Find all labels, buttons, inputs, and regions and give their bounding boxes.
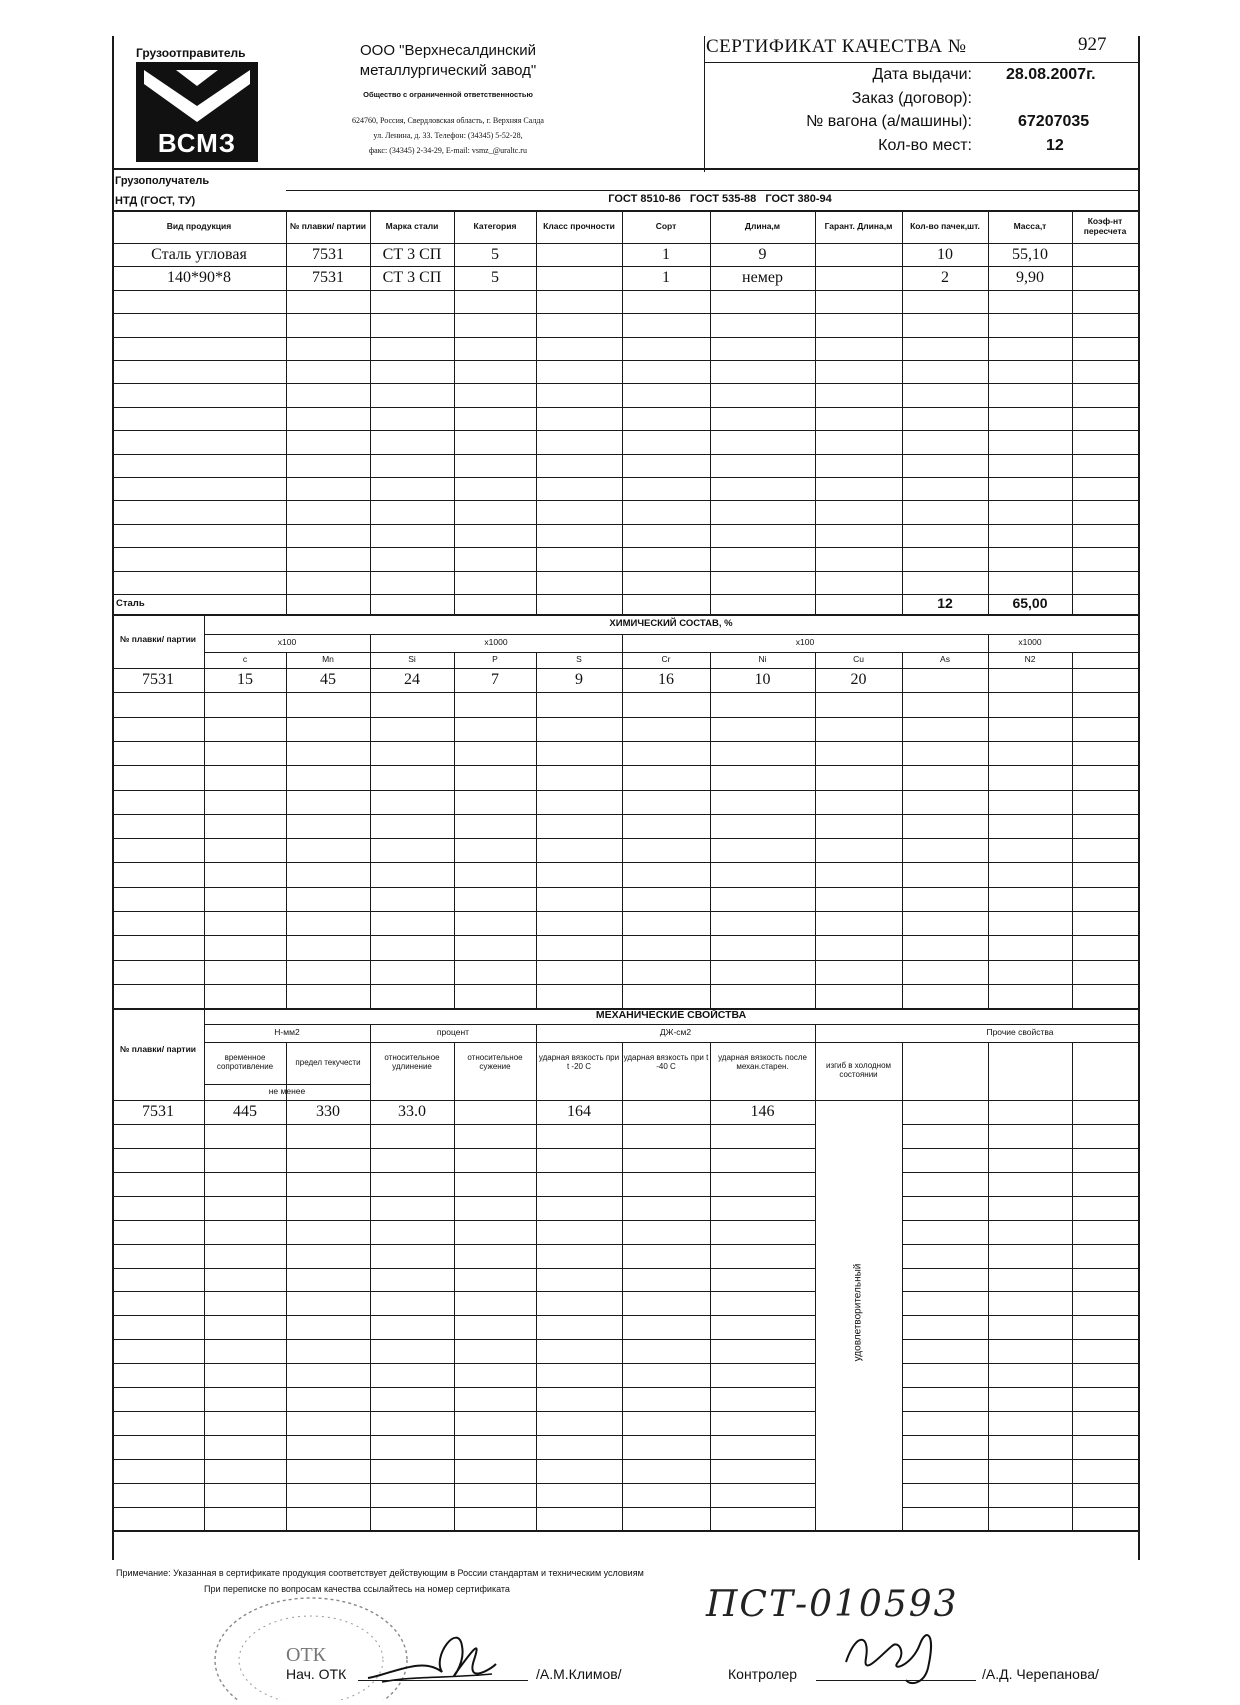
products-header-3: Категория — [473, 220, 517, 231]
company-address-line1: 624760, Россия, Свердловская область, г. Верхняя Салда — [352, 116, 544, 125]
company-logo — [136, 62, 258, 162]
mechanical-header-4: ударная вязкость при t -20 C — [538, 1053, 620, 1072]
mechanical-group-other: Прочие свойства — [986, 1027, 1054, 1038]
mechanical-cell-0-6 — [622, 1100, 710, 1124]
mechanical-header-1: предел текучести — [295, 1057, 361, 1067]
company-name-line1: ООО "Верхнесалдинский — [360, 42, 536, 59]
company-name-line2: металлургический завод" — [359, 62, 537, 79]
chemical-cell-0-9 — [902, 668, 988, 692]
mechanical-header-3: относительное сужение — [467, 1053, 523, 1072]
ntd-label: НТД (ГОСТ, ТУ) — [115, 195, 196, 207]
chemical-element-8: As — [940, 654, 950, 665]
products-cell-0-4 — [536, 243, 622, 266]
controller-label: Контролер — [728, 1666, 798, 1682]
handwritten-code: ПСТ-010593 — [706, 1584, 959, 1625]
certificate-title: СЕРТИФИКАТ КАЧЕСТВА № — [706, 36, 967, 57]
products-cell-0-5: 1 — [662, 245, 670, 263]
mechanical-header-6: ударная вязкость после механ.старен. — [718, 1053, 807, 1072]
products-header-1: № плавки/ партии — [289, 220, 367, 231]
chemical-cell-0-2: 45 — [320, 671, 336, 689]
mechanical-header-2: относительное удлинение — [384, 1053, 440, 1072]
products-cell-0-6: 9 — [758, 245, 767, 263]
logo-text: ВСМЗ — [157, 128, 237, 158]
products-header-4: Класс прочности — [543, 220, 615, 231]
ntd-value: ГОСТ 8510-86 ГОСТ 535-88 ГОСТ 380-94 — [608, 193, 832, 205]
otk-head-name: /А.М.Климов/ — [536, 1666, 622, 1682]
places-label: Кол-во мест: — [878, 137, 972, 154]
products-header-7: Гарант. Длина,м — [824, 220, 893, 231]
chemical-element-5: Cr — [661, 654, 671, 665]
chemical-factor-0: x100 — [277, 637, 297, 648]
products-cell-0-2: СТ 3 СП — [382, 245, 442, 263]
mechanical-header-0: временное сопротивление — [216, 1053, 274, 1072]
stamp-text: ОТК — [286, 1644, 326, 1666]
chemical-cell-0-0: 7531 — [142, 671, 174, 689]
chemical-element-0: c — [242, 654, 248, 665]
products-cell-0-9: 55,10 — [1012, 245, 1048, 263]
chemical-element-7: Cu — [853, 654, 864, 665]
mechanical-cell-0-5: 164 — [567, 1103, 591, 1121]
footer-note-line2: При переписке по вопросам качества ссылайтесь на номер сертификата — [204, 1584, 510, 1594]
products-cell-0-1: 7531 — [312, 245, 344, 263]
chemical-cell-0-6: 16 — [658, 671, 674, 689]
mechanical-bend-result: удовлетворительный — [852, 1263, 864, 1362]
products-cell-1-5: 1 — [662, 269, 670, 287]
products-header-2: Марка стали — [385, 220, 439, 231]
mechanical-title: МЕХАНИЧЕСКИЕ СВОЙСТВА — [595, 1009, 747, 1022]
chemical-cell-0-3: 24 — [404, 671, 420, 689]
products-header-10: Коэф-нт пересчета — [1083, 215, 1127, 236]
mechanical-cell-0-0: 7531 — [142, 1103, 174, 1121]
certificate-number: 927 — [1078, 34, 1107, 55]
mechanical-group-percent: процент — [436, 1027, 470, 1038]
chemical-element-1: Mn — [322, 654, 334, 665]
mechanical-cell-0-3: 33.0 — [398, 1103, 426, 1121]
wagon-value: 67207035 — [1018, 113, 1090, 130]
products-cell-1-3: 5 — [491, 269, 499, 287]
chemical-title: ХИМИЧЕСКИЙ СОСТАВ, % — [609, 617, 733, 629]
controller-signature — [836, 1622, 946, 1688]
products-cell-0-3: 5 — [491, 245, 499, 263]
chemical-cell-0-5: 9 — [575, 671, 583, 689]
products-header-8: Кол-во пачек,шт. — [910, 220, 980, 231]
issue-date-value: 28.08.2007г. — [1006, 66, 1096, 83]
chemical-cell-0-10 — [988, 668, 1072, 692]
products-cell-1-2: СТ 3 СП — [382, 269, 442, 287]
company-address-line2: ул. Ленина, д. 33. Телефон: (34345) 5-52-28, — [373, 131, 523, 140]
chemical-factor-2: x100 — [795, 637, 815, 648]
otk-head-label: Нач. ОТК — [286, 1666, 347, 1682]
company-type: Общество с ограниченной ответственностью — [363, 90, 533, 99]
products-total-mass: 65,00 — [1012, 595, 1048, 612]
footer-note-line1: Примечание: Указанная в сертификате продукция соответствует действующим в России стандартам и техническим условиям — [116, 1568, 644, 1578]
controller-name: /А.Д. Черепанова/ — [982, 1666, 1099, 1682]
mechanical-cell-0-1: 445 — [233, 1103, 257, 1121]
mechanical-header-5: ударная вязкость при t -40 C — [623, 1053, 709, 1072]
products-total-label: Сталь — [116, 597, 145, 609]
products-cell-0-0: Сталь угловая — [151, 245, 247, 263]
products-cell-1-7 — [815, 266, 902, 289]
products-cell-1-0: 140*90*8 — [167, 269, 231, 287]
products-header-5: Сорт — [655, 220, 677, 231]
mechanical-melt-header: № плавки/ партии — [119, 1044, 197, 1055]
mechanical-group-nmm2: Н-мм2 — [274, 1027, 300, 1038]
products-cell-0-10 — [1072, 243, 1138, 266]
products-header-9: Масса,т — [1013, 220, 1047, 231]
otk-head-signature — [362, 1616, 502, 1692]
chemical-element-9: N2 — [1024, 654, 1036, 665]
mechanical-cell-0-7: 146 — [750, 1103, 775, 1121]
issue-date-label: Дата выдачи: — [872, 66, 972, 83]
products-cell-1-4 — [536, 266, 622, 289]
mechanical-cell-0-4 — [454, 1100, 536, 1124]
products-cell-1-8: 2 — [941, 269, 949, 287]
chemical-factor-1: x1000 — [484, 637, 508, 648]
products-cell-1-1: 7531 — [312, 269, 344, 287]
consignee-label: Грузополучатель — [115, 175, 210, 187]
mechanical-not-less: не менее — [268, 1086, 306, 1097]
order-label: Заказ (договор): — [851, 90, 972, 107]
products-header-6: Длина,м — [744, 220, 781, 231]
products-cell-1-9: 9,90 — [1016, 269, 1044, 287]
mechanical-cell-0-2: 330 — [316, 1103, 340, 1121]
products-cell-0-8: 10 — [937, 245, 953, 263]
wagon-label: № вагона (а/машины): — [806, 113, 972, 130]
chemical-cell-0-1: 15 — [237, 671, 253, 689]
products-cell-1-10 — [1072, 266, 1138, 289]
shipper-label: Грузоотправитель — [136, 46, 246, 60]
chemical-element-2: Si — [408, 654, 416, 665]
chemical-element-3: P — [492, 654, 498, 665]
company-address-line3: факс: (34345) 2-34-29, E-mail: vsmz_@uraltc.ru — [369, 146, 527, 155]
products-cell-1-6: немер — [742, 269, 783, 287]
chemical-cell-0-7: 10 — [754, 671, 771, 689]
chemical-element-4: S — [576, 654, 582, 665]
chemical-melt-header: № плавки/ партии — [119, 634, 197, 645]
products-total-packs: 12 — [937, 595, 953, 612]
mechanical-group-dj: ДЖ-см2 — [659, 1027, 692, 1038]
products-cell-0-7 — [815, 243, 902, 266]
chemical-cell-0-8: 20 — [850, 671, 867, 689]
chemical-element-6: Ni — [758, 654, 767, 665]
chemical-factor-3: x1000 — [1018, 637, 1042, 648]
places-value: 12 — [1046, 137, 1064, 154]
products-header-0: Вид продукция — [166, 220, 232, 231]
mechanical-header-7: изгиб в холодном состоянии — [825, 1061, 892, 1080]
chemical-cell-0-4: 7 — [491, 671, 499, 689]
